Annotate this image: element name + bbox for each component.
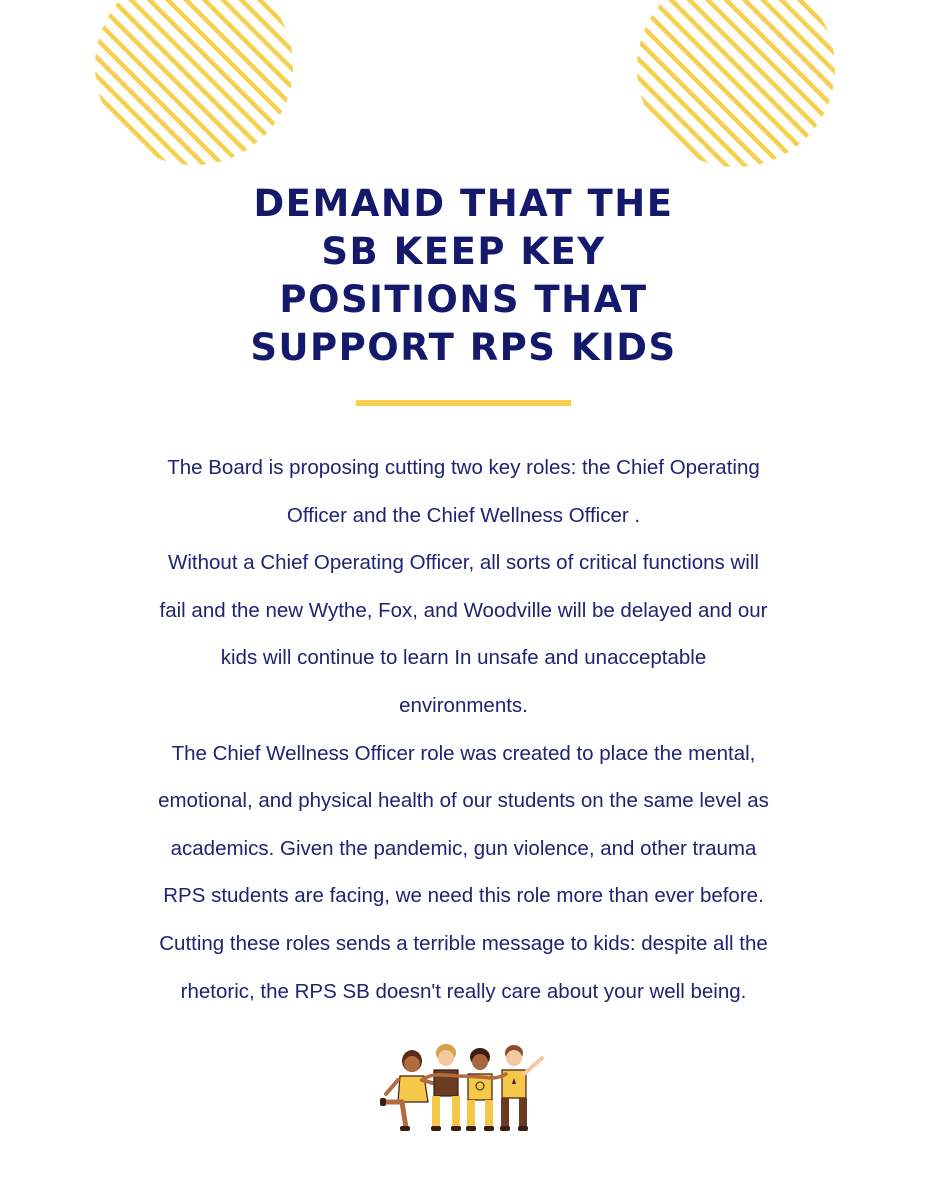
kid-3-figure xyxy=(466,1048,494,1131)
body-line: kids will continue to learn In unsafe and unacceptable xyxy=(220,646,707,670)
striped-circle-right-icon xyxy=(636,0,836,168)
body-line: rhetoric, the RPS SB doesn't really care about your well being. xyxy=(180,979,747,1003)
body-paragraphs xyxy=(100,444,827,1015)
divider-rule xyxy=(356,400,571,406)
striped-circle-left-icon xyxy=(94,0,294,166)
body-line: Officer and the Chief Wellness Officer . xyxy=(286,503,641,527)
body-line: The Chief Wellness Officer role was created to place the mental, xyxy=(171,741,756,765)
body-line: Cutting these roles sends a terrible message to kids: despite all the xyxy=(159,931,768,955)
title-line-2: SB KEEP KEY xyxy=(321,230,606,273)
body-line: academics. Given the pandemic, gun violence, and other trauma xyxy=(170,836,757,860)
body-line: RPS students are facing, we need this role more than ever before. xyxy=(163,884,764,908)
body-line: fail and the new Wythe, Fox, and Woodville will be delayed and our xyxy=(159,598,768,622)
body-line: environments. xyxy=(399,693,528,717)
page-title xyxy=(0,180,927,372)
title-line-4: SUPPORT RPS KIDS xyxy=(250,326,677,369)
title-line-1: DEMAND THAT THE xyxy=(253,182,674,225)
kid-4-figure xyxy=(500,1045,542,1131)
children-group-illustration xyxy=(378,1040,550,1136)
body-line: emotional, and physical health of our students on the same level as xyxy=(158,789,769,813)
body-line: Without a Chief Operating Officer, all sorts of critical functions will xyxy=(168,551,759,575)
title-line-3: POSITIONS THAT xyxy=(279,278,648,321)
kid-2-figure xyxy=(431,1044,461,1131)
body-line: The Board is proposing cutting two key roles: the Chief Operating xyxy=(167,456,760,479)
kid-1-figure xyxy=(380,1050,436,1131)
